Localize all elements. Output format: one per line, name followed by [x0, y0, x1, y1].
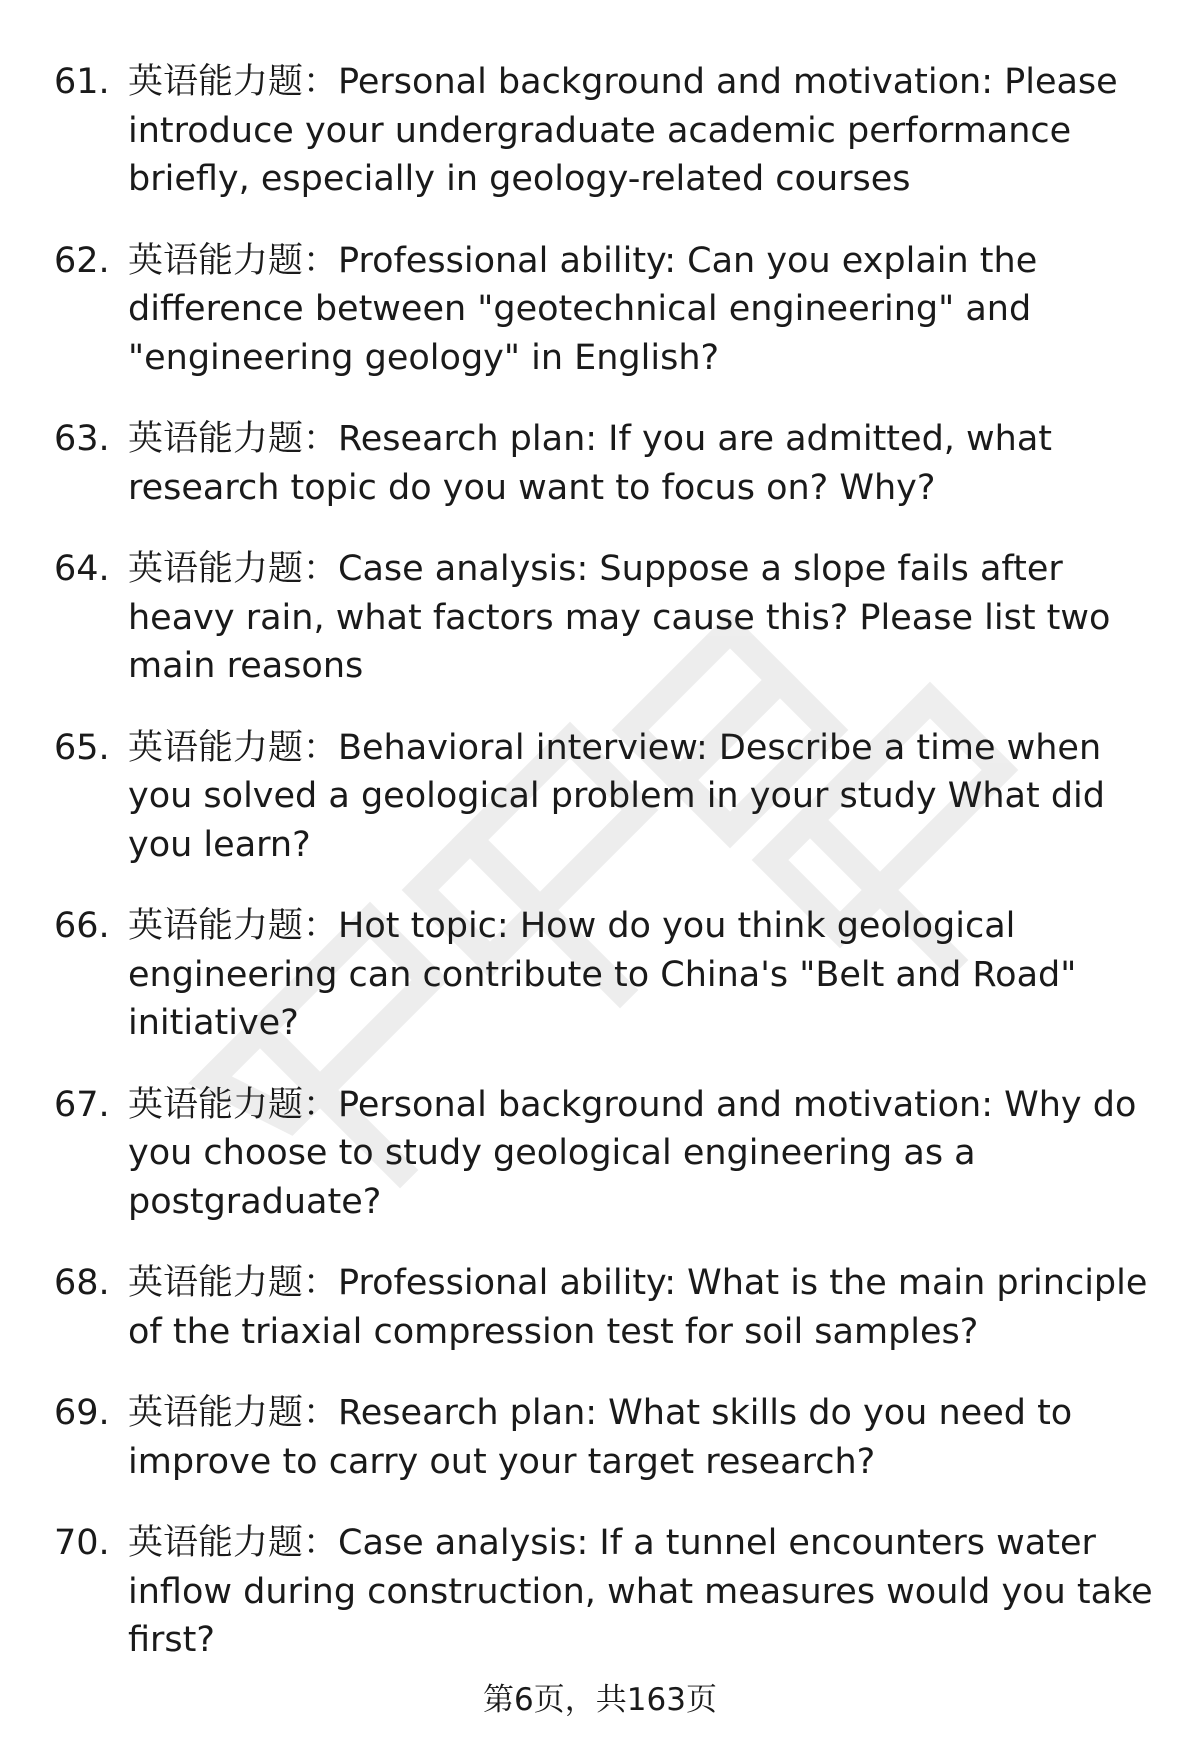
- question-text: Professional ability: What is the main principle of the triaxial compression test for soil samples?: [128, 1263, 1148, 1352]
- question-item-61: [0, 58, 1200, 204]
- question-number: 63.: [54, 419, 110, 459]
- question-text: Behavioral interview: Describe a time when you solved a geological problem in your study What did you learn?: [128, 727, 1105, 865]
- question-text: Research plan: If you are admitted, what research topic do you want to focus on? Why?: [128, 419, 1053, 508]
- question-number: 62.: [54, 240, 110, 281]
- question-prefix: 英语能力题：: [128, 62, 339, 102]
- question-text: Professional ability: Can you explain the difference between "geotechnical engineering" and "engineering geology" in English?: [128, 240, 1038, 378]
- question-text: Case analysis: Suppose a slope fails after heavy rain, what factors may cause this? Please list two main reasons: [128, 549, 1111, 686]
- question-text: Case analysis: If a tunnel encounters water inflow during construction, what measures would you take first?: [128, 1523, 1153, 1660]
- question-number: 64.: [54, 549, 110, 589]
- question-number: 69.: [54, 1393, 110, 1433]
- question-number: 67.: [54, 1084, 110, 1125]
- page-number-footer: 第6页，共163页: [483, 1682, 717, 1718]
- question-item-69: [0, 1389, 1200, 1486]
- question-item-62: [0, 237, 1200, 383]
- question-prefix: 英语能力题：: [128, 1263, 339, 1303]
- question-text: Personal background and motivation: Why do you choose to study geological engineering as a postgraduate?: [128, 1084, 1137, 1222]
- question-text: Hot topic: How do you think geological engineering can contribute to China's "Belt and Road" initiative?: [128, 906, 1077, 1043]
- question-prefix: 英语能力题：: [128, 419, 339, 459]
- question-prefix: 英语能力题：: [128, 1393, 339, 1433]
- question-item-64: [0, 545, 1200, 691]
- question-prefix: 英语能力题：: [128, 906, 339, 946]
- question-item-70: [0, 1519, 1200, 1665]
- question-prefix: 英语能力题：: [128, 549, 339, 589]
- question-item-63: [0, 415, 1200, 512]
- question-item-65: [0, 724, 1200, 870]
- question-number: 66.: [54, 906, 110, 946]
- question-prefix: 英语能力题：: [128, 727, 339, 768]
- question-number: 61.: [54, 62, 110, 102]
- question-number: 68.: [54, 1263, 110, 1303]
- question-prefix: 英语能力题：: [128, 1084, 339, 1125]
- question-item-68: [0, 1259, 1200, 1356]
- question-number: 70.: [54, 1523, 110, 1563]
- question-item-66: [0, 902, 1200, 1048]
- question-number: 65.: [54, 727, 110, 768]
- question-text: Personal background and motivation: Please introduce your undergraduate academic performance briefly, especially in geology-related courses: [128, 62, 1118, 199]
- question-prefix: 英语能力题：: [128, 240, 339, 281]
- question-text: Research plan: What skills do you need to improve to carry out your target research?: [128, 1393, 1073, 1482]
- question-list: [0, 58, 1200, 1698]
- question-prefix: 英语能力题：: [128, 1523, 339, 1563]
- question-item-67: [0, 1081, 1200, 1227]
